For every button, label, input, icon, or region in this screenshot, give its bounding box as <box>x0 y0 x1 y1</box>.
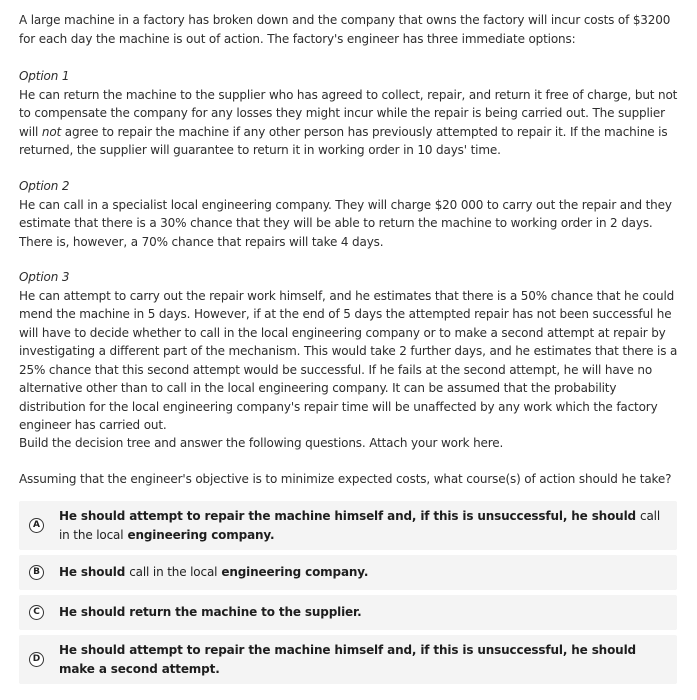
answer-choice-d[interactable] <box>19 635 677 684</box>
answer-choice-b[interactable] <box>19 555 677 590</box>
option-1-heading: Option 1 <box>19 69 70 83</box>
choice-a-text <box>59 507 663 544</box>
answer-choice-a[interactable] <box>19 501 677 550</box>
choice-c-letter-badge: C <box>29 605 44 620</box>
question-text: Assuming that the engineer's objective is to minimize expected costs, what course(s) of action should he take? <box>19 472 672 486</box>
choice-b-letter-badge: B <box>29 565 44 580</box>
choice-c-text <box>59 603 663 622</box>
instruction-text: Build the decision tree and answer the following questions. Attach your work here. <box>19 436 504 450</box>
intro-paragraph: A large machine in a factory has broken down and the company that owns the factory will incur costs of $3200 for each day the machine is out of action. The factory's engineer has three immediate options: <box>19 13 671 46</box>
choice-b-text-a: He should <box>59 565 130 579</box>
choice-d-text-a: He should attempt to repair the machine himself and, if this is unsuccessful, he should make a second attempt. <box>59 643 636 676</box>
choice-a-text-a: He should attempt to repair the machine himself and, if this is unsuccessful, he should <box>59 509 640 523</box>
choice-a-text-light: call in the local <box>59 509 661 542</box>
choice-d-letter-badge: D <box>29 652 44 667</box>
choice-a-text-b: engineering company. <box>123 527 275 542</box>
choice-b-text <box>59 563 663 582</box>
option-1-emphasis: not <box>41 124 62 139</box>
choice-a-letter-badge: A <box>29 518 44 533</box>
option-1-text-b: agree to repair the machine if any other person has previously attempted to repair it. If the machine is returned, the supplier will guarantee to return it in working order in 10 days' time. <box>19 124 668 157</box>
option-3-paragraph <box>19 268 679 435</box>
choice-b-text-light: call in the local <box>129 565 218 579</box>
option-3-heading: Option 3 <box>19 270 70 284</box>
option-1-paragraph <box>19 67 679 160</box>
choice-c-text-a: He should return the machine to the supplier. <box>59 605 362 619</box>
answer-choice-c[interactable] <box>19 595 677 630</box>
option-2-text: He can call in a specialist local engineering company. They will charge $20 000 to carry out the repair and they estimate that there is a 30% chance that they will be able to return the machine to working order in 2 days. There is, however, a 70% chance that repairs will take 4 days. <box>19 197 672 249</box>
option-3-text: He can attempt to carry out the repair work himself, and he estimates that there is a 50% chance that he could mend the machine in 5 days. However, if at the end of 5 days the attempted repair has not been successful he will have to decide whether to call in the local engineering company or to make a second attempt at repair by investigating a different part of the mechanism. This would take 2 further days, and he estimates that there is a 25% chance that this second attempt would be successful. If he fails at the second attempt, he will have no alternative other than to call in the local engineering company. It can be assumed that the probability distribution for the local engineering company's repair time will be unaffected by any work which the factory engineer has carried out. <box>19 288 678 432</box>
choice-b-text-b: engineering company. <box>217 565 369 579</box>
option-2-heading: Option 2 <box>19 179 70 193</box>
choice-d-text <box>59 641 663 678</box>
option-2-paragraph <box>19 177 679 251</box>
option-1-text-a: He can return the machine to the supplier who has agreed to collect, repair, and return it free of charge, but not to compensate the company for any losses they might incur while the repair is being carried out. The supplier will <box>19 87 678 139</box>
